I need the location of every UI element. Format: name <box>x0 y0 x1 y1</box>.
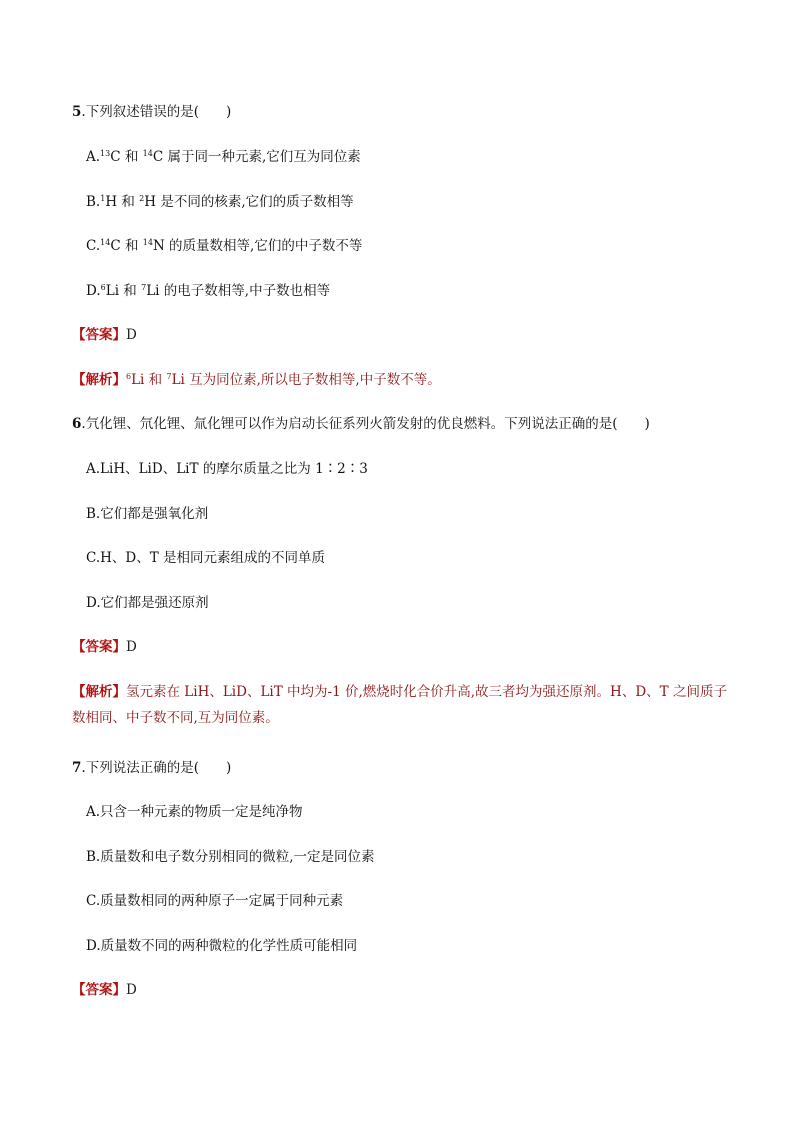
q6-option-a: A.LiH、LiD、LiT 的摩尔质量之比为 1∶2∶3 <box>86 461 368 477</box>
q5-option-a: A.$^{13}$C 和 $^{14}$C 属于同一种元素,它们互为同位素 <box>86 149 361 165</box>
question-number: 5 <box>72 104 82 120</box>
q7-option-d: D.质量数不同的两种微粒的化学性质可能相同 <box>86 938 358 954</box>
question-text: .下列叙述错误的是( ) <box>81 104 232 120</box>
analysis-tag: 【解析】 <box>72 684 126 700</box>
answer-tag: 【答案】 <box>72 327 126 343</box>
q6-option-c: C.H、D、T 是相同元素组成的不同单质 <box>86 550 326 566</box>
q7-answer <box>72 980 137 1000</box>
question-number: 7 <box>72 760 82 776</box>
q6-option-d: D.它们都是强还原剂 <box>86 595 209 611</box>
answer-tag: 【答案】 <box>72 982 126 998</box>
q5-option-d: D.$^6$Li 和 $^7$Li 的电子数相等,中子数也相等 <box>86 283 331 299</box>
q7-option-c: C.质量数相同的两种原子一定属于同种元素 <box>86 893 344 909</box>
answer-value: D <box>126 639 137 655</box>
question-number: 6 <box>72 416 82 432</box>
analysis-tag: 【解析】 <box>72 372 126 388</box>
question-text: .下列说法正确的是( ) <box>81 760 232 776</box>
q6-analysis <box>72 679 727 731</box>
question-7-stem <box>72 758 231 778</box>
q6-answer <box>72 637 137 657</box>
question-5-stem <box>72 102 231 122</box>
q7-option-b: B.质量数和电子数分别相同的微粒,一定是同位素 <box>86 849 375 865</box>
analysis-text: 氢元素在 LiH、LiD、LiT 中均为-1 价,燃烧时化合价升高,故三者均为强还原剂。H、D、T 之间质子数相同、中子数不同,互为同位素。 <box>72 684 727 726</box>
answer-value: D <box>126 982 137 998</box>
answer-value: D <box>126 327 137 343</box>
question-6-stem <box>72 414 650 434</box>
q7-option-a: A.只含一种元素的物质一定是纯净物 <box>86 804 303 820</box>
q6-option-b: B.它们都是强氧化剂 <box>86 506 209 522</box>
q5-option-b: B.$^1$H 和 $^2$H 是不同的核素,它们的质子数相等 <box>86 194 354 210</box>
q5-answer <box>72 325 137 345</box>
answer-tag: 【答案】 <box>72 639 126 655</box>
question-text: .氕化锂、氘化锂、氚化锂可以作为启动长征系列火箭发射的优良燃料。下列说法正确的是( ) <box>81 416 650 432</box>
q5-option-c: C.$^{14}$C 和 $^{14}$N 的质量数相等,它们的中子数不等 <box>86 238 363 254</box>
q5-analysis: 【解析】$^6$Li 和 $^7$Li 互为同位素,所以电子数相等,中子数不等。 <box>72 372 441 388</box>
